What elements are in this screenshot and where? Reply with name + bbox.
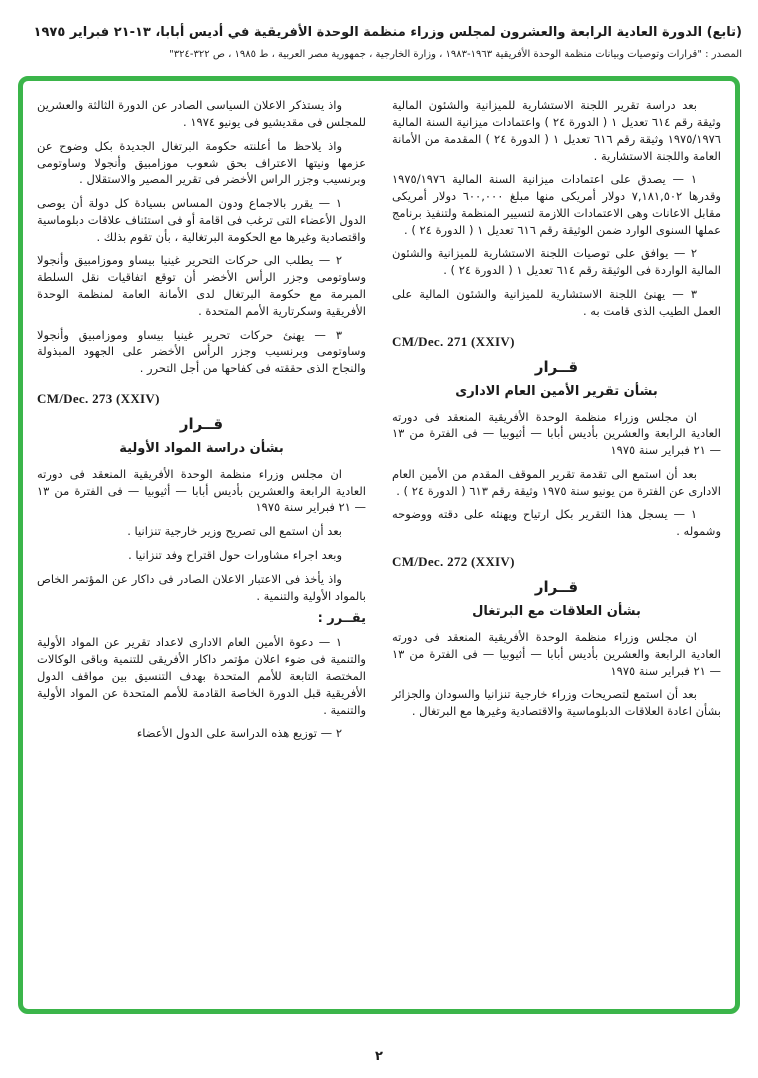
columns-wrapper bbox=[37, 97, 721, 993]
document-title: (تابع) الدورة العادية الرابعة والعشرون لمجلس وزراء منظمة الوحدة الأفريقية في أديس أبابا، ١٣-٢١ فبراير ١٩٧٥ bbox=[33, 25, 742, 40]
operative-label: يقــرر : bbox=[317, 611, 366, 627]
decision-number: CM/Dec. 271 (XXIV) bbox=[392, 333, 515, 349]
body-paragraph: ان مجلس وزراء منظمة الوحدة الأفريقية المنعقد فى دورته العادية الرابعة والعشرين بأديس أبابا — أثيوبيا — فى الفترة من ١٣ — ٢١ فبراير سنة ١٩٧٥ bbox=[392, 409, 721, 458]
decision-heading: قــرار bbox=[179, 414, 224, 433]
body-paragraph: واذ يستذكر الاعلان السياسى الصادر عن الدورة الثالثة والعشرين للمجلس فى مقديشيو فى يونيو ١٩٧٤ . bbox=[37, 98, 366, 129]
body-paragraph: بعد أن استمع الى تصريح وزير خارجية تنزانيا . bbox=[127, 524, 342, 539]
body-paragraph: ان مجلس وزراء منظمة الوحدة الأفريقية المنعقد فى دورته العادية الرابعة والعشرين بأديس أبابا — أثيوبيا — فى الفترة من ١٣ — ٢١ فبراير سنة ١٩٧٥ bbox=[37, 466, 366, 515]
body-paragraph: ١ — يسجل هذا التقرير بكل ارتياح ويهنئه على دقته ووضوحه وشموله . bbox=[392, 507, 721, 539]
decision-subject: بشأن تقرير الأمين العام الادارى bbox=[455, 383, 658, 399]
decision-subject: بشأن دراسة المواد الأولية bbox=[119, 440, 284, 456]
page-number: ٢ bbox=[375, 1049, 383, 1064]
column-right bbox=[392, 97, 721, 993]
body-paragraph: ١ — دعوة الأمين العام الادارى لاعداد تقرير عن المواد الأولية والتنمية فى ضوء اعلان مؤتمر داكار الأفريقى للتنمية وباقى الوكالات المختصة التابعة للأمم المتحدة بهدف التنسيق بين مواقف الدول الأفريقية قبل الدورة الخاصة القادمة للأمم المتحدة عن المواد الأولية والتنمية . bbox=[37, 635, 366, 717]
decision-subject: بشأن العلاقات مع البرتغال bbox=[472, 604, 641, 620]
decision-number: CM/Dec. 272 (XXIV) bbox=[392, 554, 515, 570]
body-paragraph: ٣ — يهنئ حركات تحرير غينيا بيساو وموزامبيق وأنجولا وساوتومى وبرنسيب وجزر الرأس الأخضر على الجهود المبذولة والنجاح الذى حققته فى كفاحها من أجل التحرر . bbox=[37, 327, 366, 376]
body-paragraph: واذ يلاحظ ما أعلنته حكومة البرتغال الجديدة بكل وضوح عن عزمها ونيتها الاعتراف بحق شعوب موزامبيق وأنجولا وساوتومى وبرنسيب وجزر الراس الأخضر فى تقرير المصير والاستقلال . bbox=[37, 138, 366, 187]
decision-heading: قــرار bbox=[534, 578, 579, 597]
document-source-line: المصدر : "قرارات وتوصيات وبيانات منظمة الوحدة الأفريقية ١٩٦٣-١٩٨٣ ، وزارة الخارجية ، جمهورية مصر العربية ، ط ١٩٨٥ ، ص ٣٢٢-٣٢٤" bbox=[169, 49, 742, 61]
body-paragraph: ٢ — يوافق على توصيات اللجنة الاستشارية للميزانية والشئون المالية الواردة فى الوثيقة رقم ٦١٤ تعديل ١ ( الدورة ٢٤ ) . bbox=[392, 246, 721, 278]
body-paragraph: ١ — يقرر بالاجماع ودون المساس بسيادة كل دولة أن يوصى الدول الأعضاء التى ترغب فى اقامة أو فى استئناف علاقات دبلوماسية واقتصادية وغيرها مع الحكومة البرتغالية ، بأن تقوم بذلك . bbox=[37, 196, 366, 244]
decision-heading: قــرار bbox=[534, 357, 579, 376]
decision-number: CM/Dec. 273 (XXIV) bbox=[37, 390, 160, 406]
document-header bbox=[0, 0, 758, 64]
body-paragraph: ٣ — يهنئ اللجنة الاستشارية للميزانية والشئون المالية على العمل الطيب الذى قامت به . bbox=[392, 287, 721, 318]
body-paragraph: ٢ — توزيع هذه الدراسة على الدول الأعضاء bbox=[136, 726, 342, 741]
body-paragraph: واذ يأخذ فى الاعتبار الاعلان الصادر فى داكار عن المؤتمر الخاص بالمواد الأولية والتنمية . bbox=[37, 571, 366, 603]
body-paragraph: بعد أن استمع الى تقدمة تقرير الموقف المقدم من الأمين العام الادارى عن الفترة من يونيو سنة ١٩٧٥ وثيقة رقم ٦١٣ ( الدورة ٢٤ ) . bbox=[392, 466, 721, 498]
column-left bbox=[37, 97, 366, 993]
body-paragraph: ١ — يصدق على اعتمادات ميزانية السنة المالية ١٩٧٥/١٩٧٦ وقدرها ٧,١٨١,٥٠٢ دولار أمريكى منها مبلغ ٦٠٠,٠٠٠ دولار أمريكى مقابل الاعانات وهى الاعتمادات اللازمة لتسيير المنظمة ولتنفيذ برنامج عملها السنوى الوارد ضمن الوثيقة رقم ٦١٦ تعديل ١ ( الدورة ٢٤ ) . bbox=[392, 172, 721, 237]
body-paragraph: ٢ — يطلب الى حركات التحرير غينيا بيساو وموزامبيق وأنجولا وساوتومى وجزر الرأس الأخضر أن توقع اتفاقيات نقل السلطة المبرمة مع حكومة البرتغال لدى الأمانة العامة لمنظمة الوحدة الأفريقية وسكرتارية الأمم المتحدة . bbox=[37, 253, 366, 318]
page-footer bbox=[0, 1049, 758, 1064]
body-paragraph: وبعد اجراء مشاورات حول اقتراح وفد تنزانيا . bbox=[128, 548, 342, 563]
body-paragraph: بعد أن استمع لتصريحات وزراء خارجية تنزانيا والسودان والجزائر بشأن اعادة العلاقات الدبلوماسية والاقتصادية وغيرها مع البرتغال . bbox=[392, 687, 721, 719]
content-frame bbox=[18, 76, 740, 1014]
body-paragraph: ان مجلس وزراء منظمة الوحدة الأفريقية المنعقد فى دورته العادية الرابعة والعشرين بأديس أبابا — أثيوبيا — فى الفترة من ١٣ — ٢١ فبراير سنة ١٩٧٥ bbox=[392, 630, 721, 678]
body-paragraph: بعد دراسة تقرير اللجنة الاستشارية للميزانية والشئون المالية وثيقة رقم ٦١٤ تعديل ١ ( الدورة ٢٤ ) واعتمادات ميزانية السنة المالية ١٩٧٥/١٩٧٦ وثيقة رقم ٦١٦ تعديل ١ ( الدورة ٢٤ ) المقدمة من الأمانة العامة واللجنة الاستشارية . bbox=[392, 98, 722, 163]
